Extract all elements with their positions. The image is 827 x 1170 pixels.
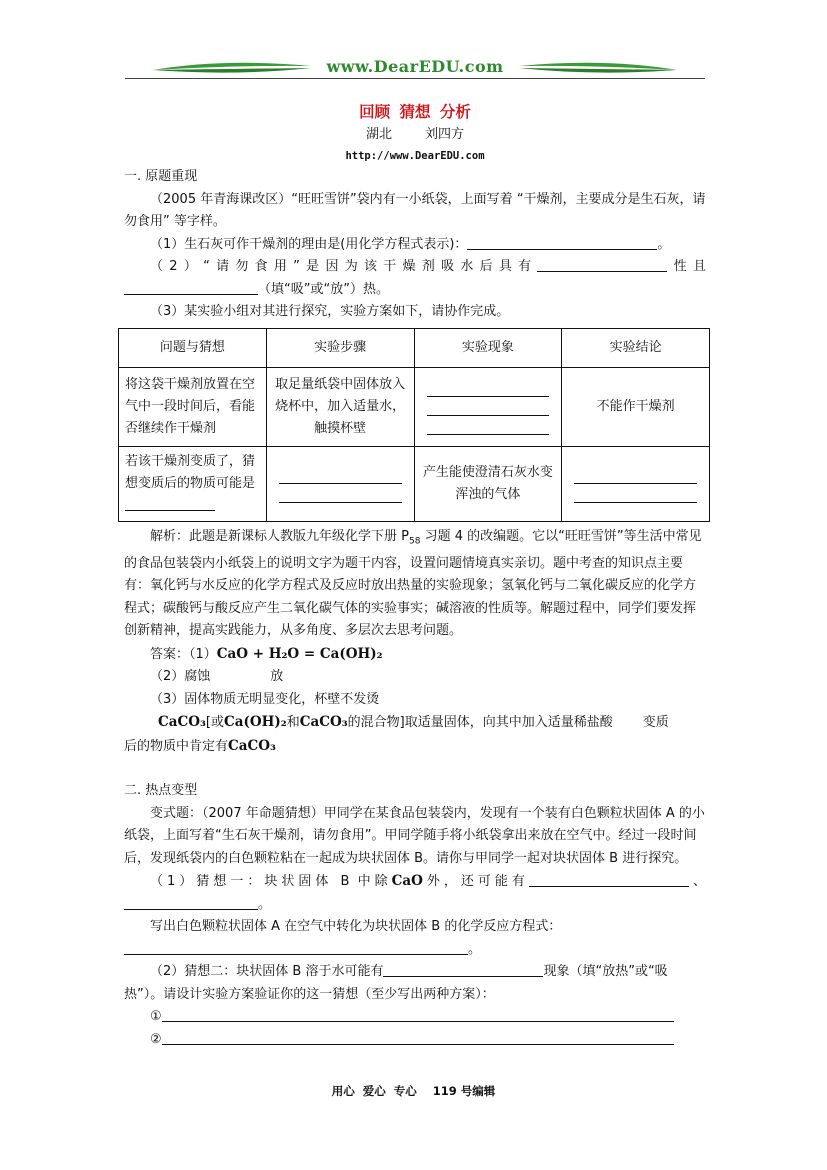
page-footer: 用心 爱心 专心 119 号编辑: [331, 1084, 496, 1098]
answer-blank: [162, 1029, 674, 1045]
answer-blank: [124, 894, 258, 910]
answer-blank: [467, 234, 657, 250]
guess-1-equation-blank: 。: [124, 939, 706, 962]
problem-intro: （2005 年青海课改区）“旺旺雪饼”袋内有一小纸袋，上面写着 “干燥剂，主要成分是生石灰，请勿食用” 等字样。: [124, 191, 706, 229]
answer-3: （3）固体物质无明显变化，杯壁不发烫: [150, 691, 380, 707]
question-2-cont: （填“吸”或“放”）热。: [124, 279, 706, 302]
site-logo: www.DearEDU.com: [326, 57, 504, 76]
answer-blank: [162, 1006, 674, 1022]
table-header-row: [119, 328, 710, 367]
table-header: 实验结论: [562, 328, 710, 367]
guess-1-equation: 写出白色颗粒状固体 A 在空气中转化为块状固体 B 的化学反应方程式：: [150, 919, 562, 935]
answer-blank: [574, 484, 697, 503]
answer-1: 答案：（1）CaO + H₂O = Ca(OH)₂: [150, 645, 383, 662]
analysis-text: 解析：此题是新课标人教版九年级化学下册 $P_{58}$ 习题 4 的改编题。它以“旺旺雪饼”等生活中常见的食品包装袋内小纸袋上的说明文字为题干内容，设置问题情境真实亲切。题中考查的知识点主要有：氧化钙与水反应的化学方程式及反应时放出热量的实验现象；氢氧化钙与二氧化碳反应的化学方程式；碳酸钙与酸反应产生二氧化碳气体的实验事实；碱溶液的性质等。解题过程中，同学们要发挥创新精神，提高实践能力，从多角度、多层次去思考问题。: [124, 528, 702, 639]
answer-blank: [124, 279, 258, 295]
header-banner: [125, 56, 705, 84]
article-body: [124, 100, 706, 1051]
answer-4: CaCO₃[或Ca(OH)₂和CaCO₃的混合物]取适量固体，向其中加入适量稀盐酸 变质: [158, 714, 669, 731]
guess-2: （2）猜想二：块状固体 B 溶于水可能有 现象（填“放热”或“吸热”）。请设计实验方案验证你的这一猜想（至少写出两种方案）：: [124, 961, 706, 1006]
answer-2: （2）腐蚀 放: [150, 669, 284, 685]
table-cell: 将这袋干燥剂放置在空气中一段时间后，看能否继续作干燥剂: [119, 367, 267, 446]
answer-blank: [124, 939, 468, 955]
answer-blank: [279, 465, 402, 484]
section-heading-1: 一. 原题重现: [124, 169, 198, 184]
section-spacer: [124, 758, 706, 780]
table-cell: 若该干燥剂变质了，猜想变质后的物质可能是: [119, 446, 267, 521]
method-2: ②: [124, 1029, 706, 1052]
table-row: [119, 367, 710, 446]
article-url: http://www.DearEDU.com: [345, 150, 485, 162]
table-cell: 取足量纸袋中固体放入烧杯中，加入适量水，触摸杯壁: [266, 367, 414, 446]
answer-blank: [427, 416, 550, 435]
table-header: 问题与猜想: [119, 328, 267, 367]
table-cell: 产生能使澄清石灰水变浑浊的气体: [414, 446, 562, 521]
answer-blank: [537, 256, 667, 272]
article-author: 湖北 刘四方: [365, 127, 465, 142]
variant-problem: 变式题：（2007 年命题猜想）甲同学在某食品包装袋内，发现有一个装有白色颗粒状固体 A 的小纸袋，上面写着“生石灰干燥剂，请勿食用”。甲同学随手将小纸袋拿出来放在空气中。经过一段时间后，发现纸袋内的白色颗粒粘在一起成为块状固体 B。请你与甲同学一起对块状固体 B 进行探究。: [124, 805, 705, 866]
answer-5: 后的物质中肯定有CaCO₃: [124, 737, 276, 754]
guess-1: （1）猜想一：块状固体 B 中除CaO外，还可能有 、: [150, 873, 706, 890]
guess-1-cont: 。: [124, 894, 706, 917]
method-1: ①: [124, 1006, 706, 1029]
table-cell: [562, 446, 710, 521]
answer-blank: [427, 378, 550, 397]
question-3: （3）某实验小组对其进行探究，实验方案如下，请协作完成。: [150, 304, 510, 319]
answer-blank: [529, 871, 689, 887]
question-2: （2）“请勿食用”是因为该干燥剂吸水后具有 性且: [124, 256, 706, 279]
answer-blank: [125, 495, 215, 511]
answer-blank: [279, 484, 402, 503]
table-row: [119, 446, 710, 521]
question-1: （1）生石灰可作干燥剂的理由是(用化学方程式表示)： 。: [124, 234, 706, 257]
header-rule: [125, 78, 705, 79]
table-cell: 不能作干燥剂: [562, 367, 710, 446]
answer-blank: [574, 465, 697, 484]
experiment-table: [118, 328, 710, 522]
answer-blank: [383, 961, 543, 977]
section-heading-2: 二. 热点变型: [124, 783, 198, 799]
article-title: 回顾 猜想 分析: [359, 103, 471, 121]
table-header: 实验现象: [414, 328, 562, 367]
answer-blank: [427, 397, 550, 416]
table-cell: [266, 446, 414, 521]
table-cell: [414, 367, 562, 446]
table-header: 实验步骤: [266, 328, 414, 367]
